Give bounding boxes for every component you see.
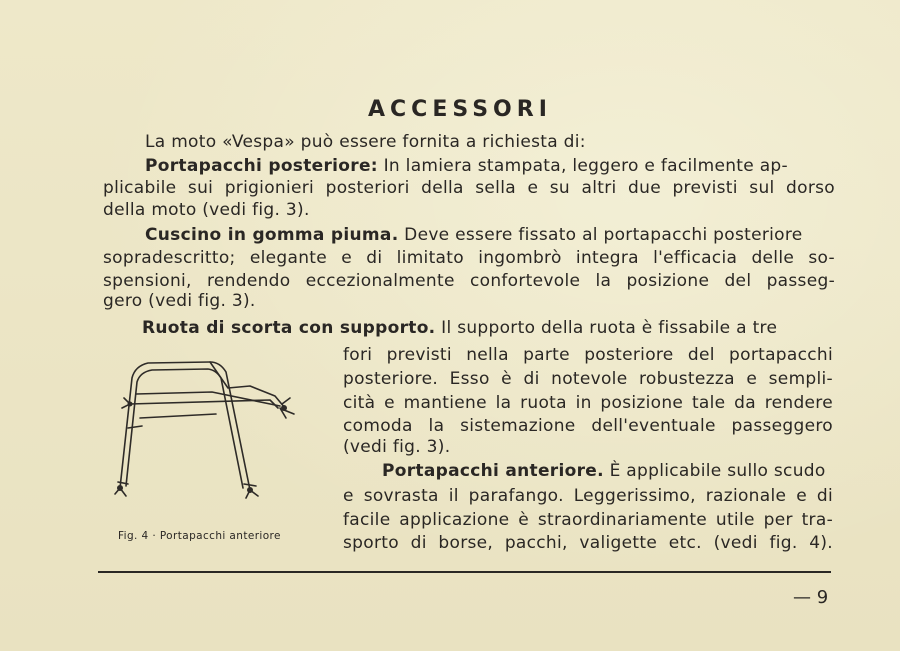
heading-cushion: Cuscino in gomma piuma. [145,225,399,245]
paragraph-cushion-line1 [145,225,835,245]
paragraph-spare-wheel-line5: comoda la sistemazione dell'eventuale passeggero [343,416,833,436]
paragraph-text: In lamiera stampata, leggero e facilmente ap- [377,156,788,176]
paragraph-front-rack-line3: facile applicazione è straordinariamente utile per tra- [343,510,833,530]
paragraph-rear-rack-line3: della moto (vedi fig. 3). [103,200,310,220]
paragraph-spare-wheel-line6: (vedi fig. 3). [343,437,451,457]
paragraph-spare-wheel-line3: posteriore. Esso è di notevole robustezza e sempli- [343,369,833,389]
paragraph-rear-rack-line2: plicabile sui prigionieri posteriori della sella e su altri due previsti sul dorso [103,178,835,198]
heading-front-rack: Portapacchi anteriore. [382,461,604,481]
paragraph-rear-rack-line1 [145,156,835,176]
page-title: ACCESSORI [368,97,552,122]
paragraph-front-rack-line2: e sovrasta il parafango. Leggerissimo, razionale e di [343,486,833,506]
paragraph-text: Deve essere fissato al portapacchi posteriore [398,225,803,245]
paragraph-spare-wheel-line2: fori previsti nella parte posteriore del portapacchi [343,345,833,365]
heading-spare-wheel: Ruota di scorta con supporto. [142,318,436,338]
intro-text: La moto «Vespa» può essere fornita a richiesta di: [145,132,586,152]
paragraph-cushion-line2: sopradescritto; elegante e di limitato ingombrò integra l'efficacia delle so- [103,248,835,268]
paragraph-front-rack-line1 [382,461,832,481]
figure-caption: Fig. 4 · Portapacchi anteriore [118,530,281,542]
paragraph-front-rack-line4: sporto di borse, pacchi, valigette etc. (vedi fig. 4). [343,533,833,553]
paragraph-text: Il supporto della ruota è fissabile a tre [435,318,778,338]
paragraph-cushion-line4: gero (vedi fig. 3). [103,291,256,311]
paragraph-text: È applicabile sullo scudo [603,461,826,481]
paragraph-spare-wheel-line4: cità e mantiene la ruota in posizione tale da rendere [343,393,833,413]
paragraph-cushion-line3: spensioni, rendendo eccezionalmente confortevole la posizione del passeg- [103,271,835,291]
paragraph-spare-wheel-line1 [142,318,835,338]
page-number: — 9 [793,587,829,608]
footer-divider [98,571,831,573]
front-luggage-rack-illustration [100,348,310,508]
heading-rear-rack: Portapacchi posteriore: [145,156,378,176]
